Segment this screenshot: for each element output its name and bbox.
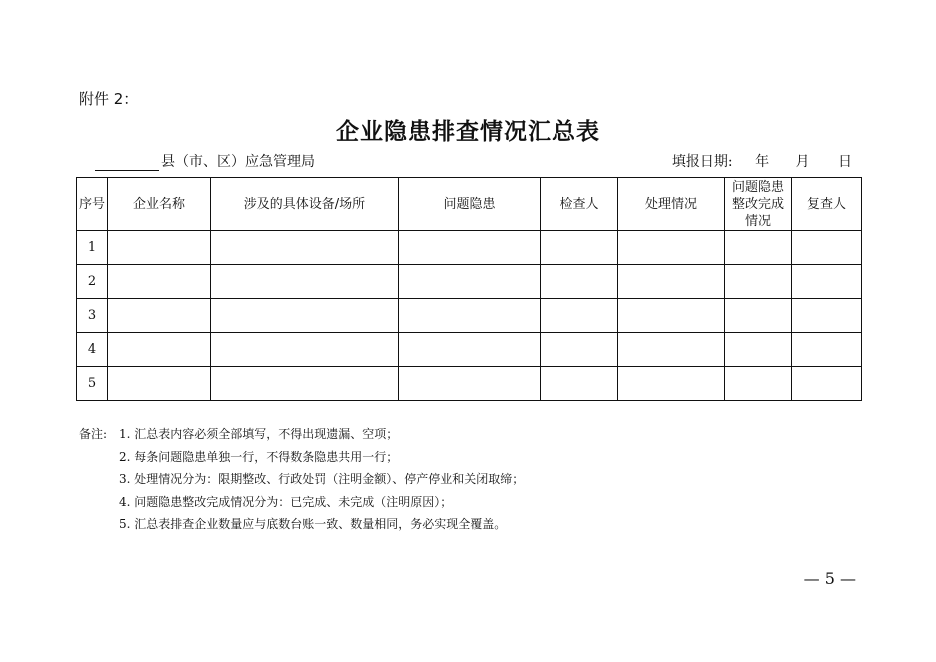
table-cell[interactable] (541, 333, 618, 367)
col-header-company: 企业名称 (108, 178, 211, 231)
table-header-row (77, 178, 862, 231)
table-cell[interactable] (399, 231, 541, 265)
table-cell[interactable] (541, 299, 618, 333)
agency-line (95, 151, 315, 171)
table-row (77, 367, 862, 401)
table-cell[interactable] (725, 231, 792, 265)
notes-label: 备注: (79, 427, 108, 441)
fill-date-day: 日 (838, 154, 852, 170)
row-number: 1 (77, 231, 108, 265)
table-cell[interactable] (725, 367, 792, 401)
table-cell[interactable] (399, 333, 541, 367)
table-cell[interactable] (211, 265, 399, 299)
agency-label: 县（市、区）应急管理局 (161, 154, 315, 170)
table-row (77, 231, 862, 265)
table-cell[interactable] (399, 367, 541, 401)
table-cell[interactable] (725, 333, 792, 367)
fill-date-month: 月 (795, 154, 810, 170)
table-cell[interactable] (399, 265, 541, 299)
summary-table (76, 177, 862, 401)
county-blank[interactable] (95, 154, 159, 171)
table-cell[interactable] (108, 299, 211, 333)
row-number: 3 (77, 299, 108, 333)
table-cell[interactable] (108, 231, 211, 265)
col-header-hazard: 问题隐患 (399, 178, 541, 231)
col-header-handling: 处理情况 (618, 178, 725, 231)
table-cell[interactable] (792, 265, 862, 299)
attachment-label: 附件 2： (79, 90, 139, 108)
fill-date-label: 填报日期: (671, 154, 733, 170)
table-cell[interactable] (618, 299, 725, 333)
table-cell[interactable] (792, 231, 862, 265)
table-row (77, 333, 862, 367)
row-number: 5 (77, 367, 108, 401)
table-cell[interactable] (725, 265, 792, 299)
table-cell[interactable] (618, 265, 725, 299)
notes-section (79, 423, 524, 536)
table-cell[interactable] (541, 231, 618, 265)
table-cell[interactable] (792, 367, 862, 401)
table-cell[interactable] (618, 231, 725, 265)
page-title: 企业隐患排查情况汇总表 (336, 118, 600, 145)
table-cell[interactable] (792, 299, 862, 333)
page-number: — 5 — (803, 569, 856, 588)
table-cell[interactable] (541, 367, 618, 401)
row-number: 2 (77, 265, 108, 299)
note-item: 4. 问题隐患整改完成情况分为：已完成、未完成（注明原因）； (119, 494, 453, 509)
col-header-rectification: 问题隐患整改完成情况 (725, 178, 792, 231)
table-row (77, 299, 862, 333)
table-cell[interactable] (541, 265, 618, 299)
table-cell[interactable] (618, 333, 725, 367)
col-header-seq: 序号 (77, 178, 108, 231)
note-item: 1. 汇总表内容必须全部填写，不得出现遗漏、空项； (119, 427, 399, 441)
fill-date-year: 年 (755, 154, 770, 170)
table-cell[interactable] (618, 367, 725, 401)
col-header-reviewer: 复查人 (792, 178, 862, 231)
col-header-inspector: 检查人 (541, 178, 618, 231)
note-item: 3. 处理情况分为：限期整改、行政处罚（注明金额）、停产停业和关闭取缔； (119, 472, 525, 486)
note-item: 5. 汇总表排查企业数量应与底数台账一致、数量相同，务必实现全覆盖。 (119, 517, 507, 531)
row-number: 4 (77, 333, 108, 367)
table-cell[interactable] (211, 333, 399, 367)
table-cell[interactable] (108, 333, 211, 367)
table-cell[interactable] (725, 299, 792, 333)
table-cell[interactable] (108, 265, 211, 299)
table-cell[interactable] (211, 299, 399, 333)
table-cell[interactable] (211, 231, 399, 265)
table-cell[interactable] (108, 367, 211, 401)
table-cell[interactable] (211, 367, 399, 401)
fill-date (672, 151, 852, 171)
table-cell[interactable] (792, 333, 862, 367)
note-item: 2. 每条问题隐患单独一行，不得数条隐患共用一行； (119, 449, 399, 464)
table-row (77, 265, 862, 299)
col-header-equipment: 涉及的具体设备/场所 (211, 178, 399, 231)
table-cell[interactable] (399, 299, 541, 333)
